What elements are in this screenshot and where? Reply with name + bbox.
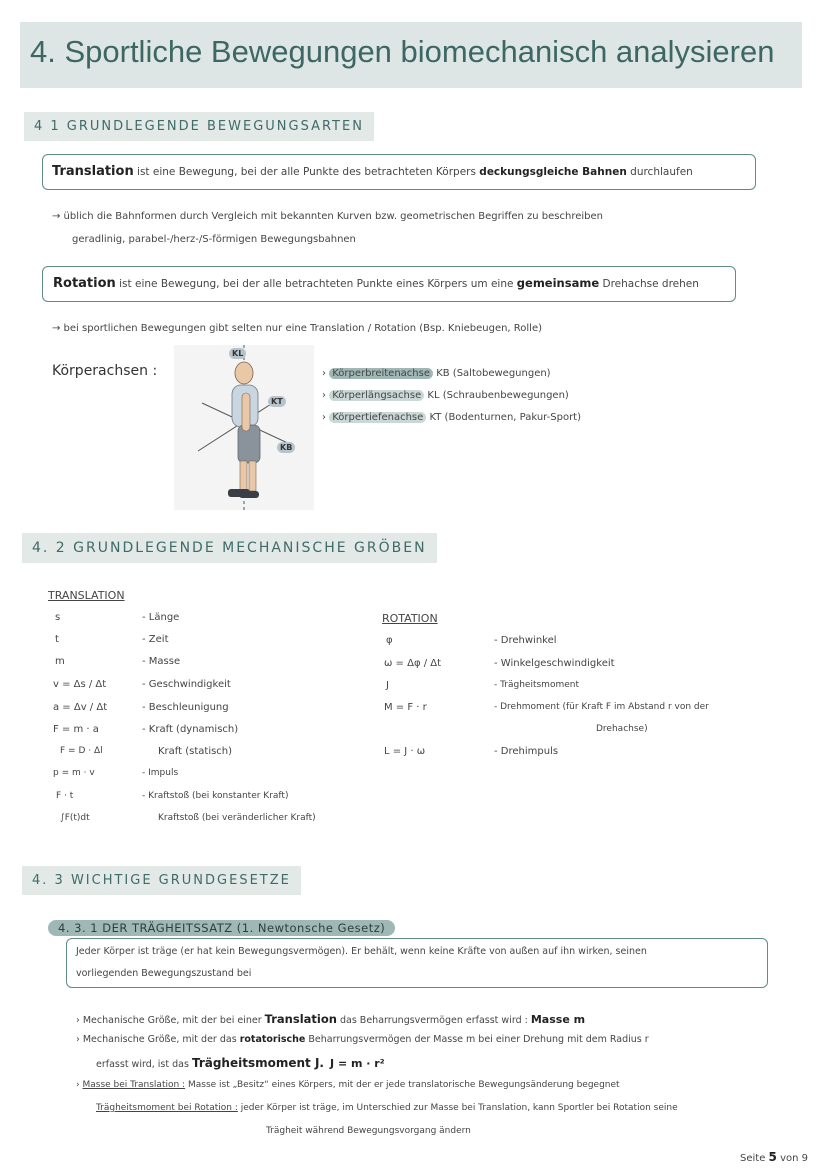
translation-desc: - Geschwindigkeit (142, 679, 231, 690)
translation-symbol: m (55, 656, 65, 667)
note-translation-rotation: → bei sportlichen Bewegungen gibt selten nur eine Translation / Rotation (Bsp. Kniebeugen, Rolle) (52, 323, 543, 334)
translation-desc: - Länge (142, 612, 180, 623)
rotation-symbol: φ (386, 635, 393, 646)
page-number: Seite 5 von 9 (740, 1150, 809, 1164)
page-title: 4. Sportliche Bewegungen biomechanisch analysieren (30, 34, 775, 69)
rotation-desc: - Drehwinkel (494, 635, 557, 646)
translation-table-title: TRANSLATION (48, 589, 125, 602)
translation-desc: - Kraftstoß (bei konstanter Kraft) (142, 791, 289, 801)
rotation-symbol: J (386, 680, 389, 691)
rotation-symbol: L = J · ω (384, 746, 426, 757)
rotation-table-title: ROTATION (382, 612, 438, 625)
translation-symbol: t (55, 634, 59, 645)
rotation-definition: Rotation ist eine Bewegung, bei der alle betrachteten Punkte eines Körpers um eine gemeinsame Drehachse drehen (53, 276, 699, 291)
section-heading-4-3: 4. 3 WICHTIGE GRUNDGESETZE (22, 866, 301, 895)
translation-desc: - Masse (142, 656, 181, 667)
translation-symbol: a = Δv / Δt (53, 702, 108, 713)
axis-tag-kl: KL (229, 348, 246, 359)
axis-item-kt: › Körpertiefenachse KT (Bodenturnen, Pakur-Sport) (322, 412, 582, 423)
rotation-symbol: ω = Δφ / Δt (384, 658, 442, 669)
axis-item-kl: › Körperlängsachse KL (Schraubenbewegungen) (322, 390, 569, 401)
traegheitssatz-line1: Jeder Körper ist träge (er hat kein Bewegungsvermögen). Er behält, wenn keine Kräfte von außen auf ihn wirken, seinen (76, 946, 647, 957)
note-bahnformen: → üblich die Bahnformen durch Vergleich mit bekannten Kurven bzw. geometrischen Begriffen zu beschreiben (52, 211, 603, 222)
axis-item-kb: › Körperbreitenachse KB (Saltobewegungen) (322, 368, 551, 379)
rotation-desc: - Winkelgeschwindigkeit (494, 658, 615, 669)
bullet-traegheitsmoment-line2: erfasst wird, ist das Trägheitsmoment J. J = m · r² (96, 1056, 385, 1070)
sub-heading-4-3-1: 4. 3. 1 DER TRÄGHEITSSATZ (1. Newtonsche Gesetz) (48, 920, 395, 936)
bullet-traegheitsmoment-rotation-line2: Trägheit während Bewegungsvorgang ändern (266, 1126, 471, 1136)
note-bahnformen-line2: geradlinig, parabel-/herz-/S-förmigen Bewegungsbahnen (72, 234, 356, 245)
translation-desc: Kraft (statisch) (158, 746, 233, 757)
bullet-traegheitsmoment: › Mechanische Größe, mit der das rotatorische Beharrungsvermögen der Masse m bei einer Drehung mit dem Radius r (76, 1034, 649, 1045)
rotation-desc: - Trägheitsmoment (494, 680, 579, 690)
rotation-symbol: M = F · r (384, 702, 427, 713)
section-heading-4-1: 4 1 GRUNDLEGENDE BEWEGUNGSARTEN (24, 112, 374, 141)
axis-tag-kb: KB (277, 442, 295, 453)
translation-symbol: F = m · a (53, 724, 99, 735)
translation-symbol: v = Δs / Δt (53, 679, 107, 690)
traegheitssatz-line2: vorliegenden Bewegungszustand bei (76, 968, 252, 979)
translation-symbol: ∫F(t)dt (60, 813, 90, 823)
axis-tag-kt: KT (268, 396, 286, 407)
translation-desc: - Zeit (142, 634, 169, 645)
translation-desc: - Beschleunigung (142, 702, 229, 713)
rotation-desc-continued: Drehachse) (596, 724, 648, 734)
bullet-masse: › Mechanische Größe, mit der bei einer Translation das Beharrungsvermögen erfasst wird : Masse m (76, 1012, 586, 1026)
translation-symbol: p = m · v (53, 768, 95, 778)
rotation-desc: - Drehimpuls (494, 746, 559, 757)
body-axes-illustration (174, 345, 314, 510)
translation-symbol: F = D · Δl (60, 746, 103, 756)
koerperachsen-label: Körperachsen : (52, 363, 158, 379)
translation-desc: - Impuls (142, 768, 179, 778)
translation-symbol: s (55, 612, 61, 623)
rotation-desc: - Drehmoment (für Kraft F im Abstand r von der (494, 702, 709, 712)
translation-symbol: F · t (56, 791, 74, 801)
section-heading-4-2: 4. 2 GRUNDLEGENDE MECHANISCHE GRÖBEN (22, 533, 437, 563)
bullet-traegheitsmoment-rotation: Trägheitsmoment bei Rotation : jeder Körper ist träge, im Unterschied zur Masse bei Translation, kann Sportler bei Rotation seine (96, 1103, 678, 1113)
translation-desc: Kraftstoß (bei veränderlicher Kraft) (158, 813, 316, 823)
translation-desc: - Kraft (dynamisch) (142, 724, 239, 735)
translation-definition: Translation ist eine Bewegung, bei der alle Punkte des betrachteten Körpers deckungsgleiche Bahnen durchlaufen (52, 164, 693, 179)
bullet-masse-translation: › Masse bei Translation : Masse ist „Besitz“ eines Körpers, mit der er jede translatorische Bewegungsänderung begegnet (76, 1080, 620, 1090)
